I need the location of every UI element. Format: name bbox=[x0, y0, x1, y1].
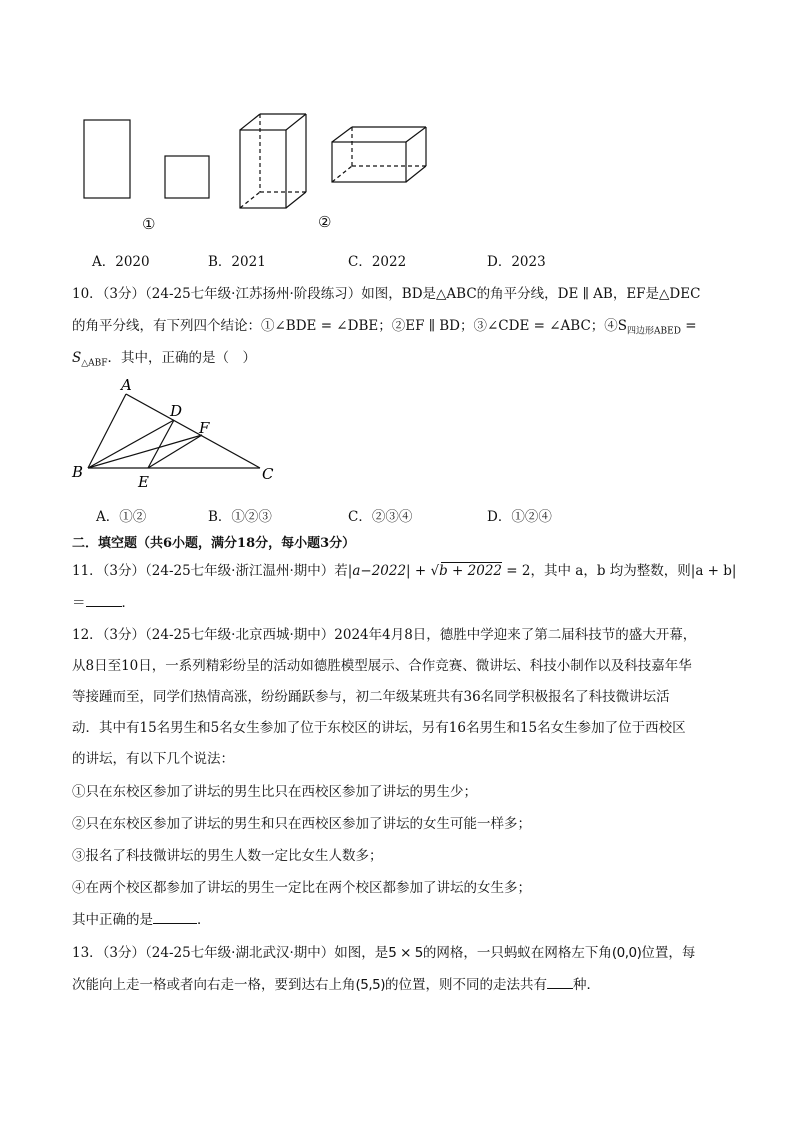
q10-option-a: A．①② bbox=[96, 509, 147, 525]
line-ac bbox=[126, 394, 260, 468]
point-d-label: D bbox=[170, 402, 183, 420]
q11-source: 11．（3分）（24-25七年级·浙江温州·期中）若| bbox=[72, 563, 353, 579]
q10-conclusions: 的角平分线，有下列四个结论：①∠BDE = ∠DBE；②EF ∥ BD；③∠CDE = ∠ABC；④S bbox=[72, 318, 628, 334]
q11-period: ． bbox=[121, 595, 135, 611]
q11-equals: ＝ bbox=[72, 595, 86, 611]
q13-grid-size: 5 × 5 bbox=[388, 945, 423, 961]
q13-line-1 bbox=[72, 941, 695, 961]
q11-line-2 bbox=[72, 591, 135, 611]
q9-option-a: A．2020 bbox=[92, 254, 150, 270]
q9-wide-prism bbox=[332, 127, 426, 182]
section-heading-fill-in: 二．填空题（共6小题，满分18分，每小题3分） bbox=[72, 536, 356, 551]
q13-text-e: 种． bbox=[573, 977, 601, 993]
q10-statement: BD是△ABC的角平分线，DE ∥ AB，EF是△DEC bbox=[401, 286, 701, 302]
q10-sub-triangle: △ABF bbox=[81, 358, 108, 369]
q12-statement-3: ③报名了科技微讲坛的男生人数一定比女生人数多； bbox=[72, 848, 383, 864]
line-bf bbox=[88, 435, 202, 468]
q11-answer-blank bbox=[86, 592, 122, 607]
q12-line-1: 12．（3分）（24-25七年级·北京西城·期中）2024年4月8日，德胜中学迎来了第二届科技节的盛大开幕， bbox=[72, 627, 697, 643]
q12-line-2: 从8日至10日，一系列精彩纷呈的活动如德胜模型展示、合作竞赛、微讲坛、科技小制作以及科技嘉年华 bbox=[72, 658, 692, 674]
q12-line-5: 的讲坛，有以下几个说法： bbox=[72, 751, 234, 767]
q10-sub-quadrilateral: 四边形ABED bbox=[627, 326, 681, 337]
point-c-label: C bbox=[262, 465, 274, 483]
point-f-label: F bbox=[199, 419, 210, 437]
q10-line-1 bbox=[72, 282, 700, 302]
q10-line-3 bbox=[72, 346, 256, 369]
q13-answer-blank bbox=[547, 974, 573, 989]
q12-statement-1: ①只在东校区参加了讲坛的男生比只在西校区参加了讲坛的男生少； bbox=[72, 784, 477, 800]
q10-triangle-figure bbox=[68, 372, 288, 492]
q10-option-b: B．①②③ bbox=[208, 509, 272, 525]
q11-abs-expr: a−2022 bbox=[352, 563, 407, 579]
q10-option-c: C．②③④ bbox=[348, 509, 413, 525]
q13-source: 13．（3分）（24-25七年级·湖北武汉·期中）如图，是 bbox=[72, 945, 389, 961]
q13-start-point: (0,0) bbox=[611, 945, 642, 961]
q12-line-3: 等接踵而至，同学们热情高涨，纷纷踊跃参与，初二年级某班共有36名同学积极报名了科技微讲坛活 bbox=[72, 689, 670, 705]
q11-line-1 bbox=[72, 559, 736, 579]
q12-line-4: 动．其中有15名男生和5名女生参加了位于东校区的讲坛，另有16名男生和15名女生参加了位于西校区 bbox=[72, 720, 686, 736]
q10-equals: = bbox=[680, 318, 697, 334]
q10-source: 10．（3分）（24-25七年级·江苏扬州·阶段练习）如图， bbox=[72, 286, 402, 302]
q9-tall-rectangle bbox=[84, 120, 130, 198]
q9-square bbox=[165, 156, 209, 198]
q10-question: ．其中，正确的是（ ） bbox=[107, 350, 257, 366]
q9-figure bbox=[78, 110, 438, 240]
q11-tail: = 2，其中 a，b 均为整数，则|a + b| bbox=[502, 563, 737, 579]
q12-prompt: 其中正确的是 bbox=[72, 912, 153, 928]
q12-answer-blank bbox=[153, 909, 197, 924]
q9-option-d: D．2023 bbox=[487, 254, 546, 270]
q12-period: ． bbox=[197, 912, 211, 928]
point-a-label: A bbox=[121, 376, 132, 394]
q12-last-line bbox=[72, 908, 211, 928]
q12-statement-2: ②只在东校区参加了讲坛的男生和只在西校区参加了讲坛的女生可能一样多； bbox=[72, 816, 531, 832]
q10-s: S bbox=[72, 350, 82, 366]
point-b-label: B bbox=[72, 463, 84, 481]
q11-sqrt-expr: b + 2022 bbox=[439, 563, 503, 579]
q9-figure-label-1: ① bbox=[142, 215, 156, 233]
q13-text-a: 的网格，一只蚂蚁在网格左下角 bbox=[422, 945, 612, 961]
q9-tall-prism bbox=[240, 114, 306, 208]
q13-text-d: 的位置，则不同的走法共有 bbox=[385, 977, 548, 993]
line-ef bbox=[148, 435, 202, 468]
point-e-label: E bbox=[138, 473, 149, 491]
q13-line-2 bbox=[72, 973, 600, 993]
q13-text-c: 次能向上走一格或者向右走一格，要到达右上角 bbox=[72, 977, 356, 993]
q10-option-d: D．①②④ bbox=[487, 509, 552, 525]
q9-option-c: C．2022 bbox=[348, 254, 407, 270]
q9-option-b: B．2021 bbox=[208, 254, 266, 270]
q13-text-b: 位置，每 bbox=[641, 945, 696, 961]
q10-line-2 bbox=[72, 314, 697, 337]
q11-plus: | + bbox=[406, 563, 431, 579]
q12-statement-4: ④在两个校区都参加了讲坛的男生一定比在两个校区都参加了讲坛的女生多； bbox=[72, 880, 531, 896]
q9-figure-label-2: ② bbox=[318, 213, 332, 231]
q13-end-point: (5,5) bbox=[355, 977, 386, 993]
q11-sqrt: √ b + 2022 bbox=[430, 563, 503, 579]
